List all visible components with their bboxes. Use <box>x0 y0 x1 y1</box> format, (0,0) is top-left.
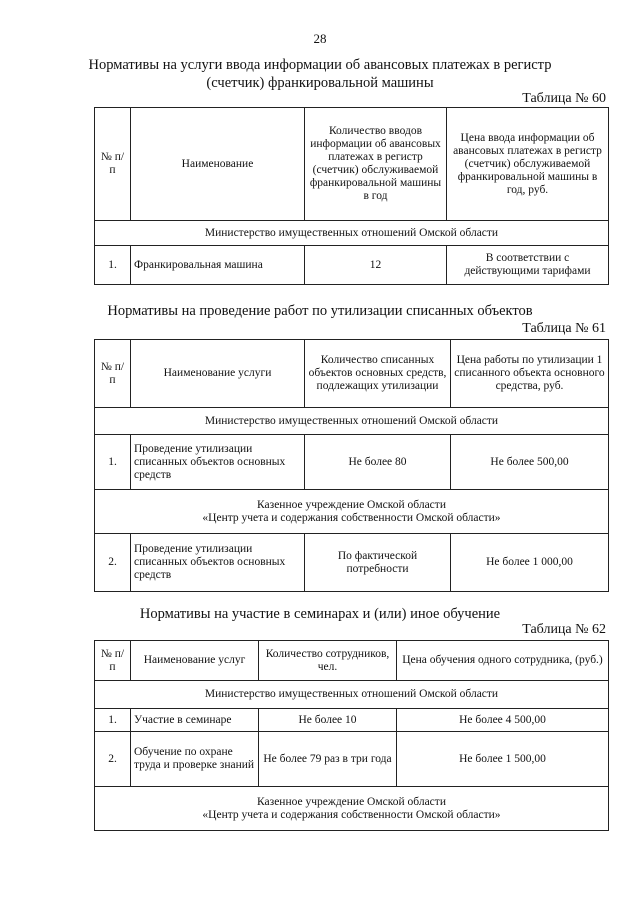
row-quantity: По фактической потребности <box>305 534 451 592</box>
row-price: Не более 1 500,00 <box>397 732 609 787</box>
col-header-quantity: Количество списанных объектов основных средств, подлежащих утилизации <box>305 340 451 408</box>
table-row <box>95 709 609 732</box>
row-quantity: 12 <box>305 246 447 285</box>
row-number: 2. <box>95 732 131 787</box>
col-header-price: Цена обучения одного сотрудника, (руб.) <box>397 641 609 681</box>
table-row <box>95 435 609 490</box>
row-number: 1. <box>95 435 131 490</box>
row-price: Не более 1 000,00 <box>451 534 609 592</box>
section-institution <box>95 490 609 534</box>
table-62-label: Таблица № 62 <box>522 622 606 637</box>
table-row <box>95 246 609 285</box>
section-row <box>95 681 609 709</box>
section-ministry: Министерство имущественных отношений Омской области <box>95 681 609 709</box>
row-price: Не более 4 500,00 <box>397 709 609 732</box>
table-row <box>95 732 609 787</box>
table-60-title <box>60 56 580 92</box>
col-header-number: № п/п <box>95 340 131 408</box>
col-header-name: Наименование услуг <box>131 641 259 681</box>
row-number: 1. <box>95 709 131 732</box>
row-quantity: Не более 10 <box>259 709 397 732</box>
section-row <box>95 408 609 435</box>
table-61-label: Таблица № 61 <box>522 321 606 336</box>
section-institution-line2: «Центр учета и содержания собственности Омской области» <box>202 511 501 524</box>
row-name: Франкировальная машина <box>131 246 305 285</box>
section-row <box>95 490 609 534</box>
row-name: Участие в семинаре <box>131 709 259 732</box>
section-row <box>95 221 609 246</box>
row-price: В соответствии с действующими тарифами <box>447 246 609 285</box>
table-row <box>95 534 609 592</box>
row-price: Не более 500,00 <box>451 435 609 490</box>
row-name: Проведение утилизации списанных объектов основных средств <box>131 534 305 592</box>
col-header-quantity: Количество сотрудников, чел. <box>259 641 397 681</box>
table-60 <box>94 107 609 285</box>
col-header-number: № п/п <box>95 108 131 221</box>
section-institution <box>95 787 609 831</box>
section-ministry: Министерство имущественных отношений Омской области <box>95 221 609 246</box>
table-60-title-line1: Нормативы на услуги ввода информации об авансовых платежах в регистр <box>88 57 552 73</box>
row-name: Обучение по охране труда и проверке знаний <box>131 732 259 787</box>
table-60-title-line2: (счетчик) франкировальной машины <box>206 75 434 91</box>
section-institution-line1: Казенное учреждение Омской области <box>257 498 446 511</box>
col-header-name: Наименование <box>131 108 305 221</box>
row-name: Проведение утилизации списанных объектов основных средств <box>131 435 305 490</box>
row-quantity: Не более 79 раз в три года <box>259 732 397 787</box>
section-institution-line1: Казенное учреждение Омской области <box>257 795 446 808</box>
table-60-label: Таблица № 60 <box>522 91 606 106</box>
table-header <box>95 641 609 681</box>
table-62-title: Нормативы на участие в семинарах и (или) иное обучение <box>139 606 501 622</box>
page-number: 28 <box>313 31 327 46</box>
col-header-price: Цена работы по утилизации 1 списанного объекта основного средства, руб. <box>451 340 609 408</box>
col-header-quantity: Количество вводов информации об авансовых платежах в регистр (счетчик) обслуживаемой франкировальной машины в год <box>305 108 447 221</box>
col-header-price: Цена ввода информации об авансовых платежах в регистр (счетчик) обслуживаемой франкировальной машины в год, руб. <box>447 108 609 221</box>
row-number: 2. <box>95 534 131 592</box>
row-number: 1. <box>95 246 131 285</box>
table-61-title: Нормативы на проведение работ по утилизации списанных объектов <box>107 303 533 319</box>
col-header-number: № п/п <box>95 641 131 681</box>
row-quantity: Не более 80 <box>305 435 451 490</box>
col-header-name: Наименование услуги <box>131 340 305 408</box>
table-header <box>95 108 609 221</box>
section-ministry: Министерство имущественных отношений Омской области <box>95 408 609 435</box>
table-62 <box>94 640 609 831</box>
table-61 <box>94 339 609 592</box>
section-row <box>95 787 609 831</box>
section-institution-line2: «Центр учета и содержания собственности Омской области» <box>202 808 501 821</box>
table-header <box>95 340 609 408</box>
